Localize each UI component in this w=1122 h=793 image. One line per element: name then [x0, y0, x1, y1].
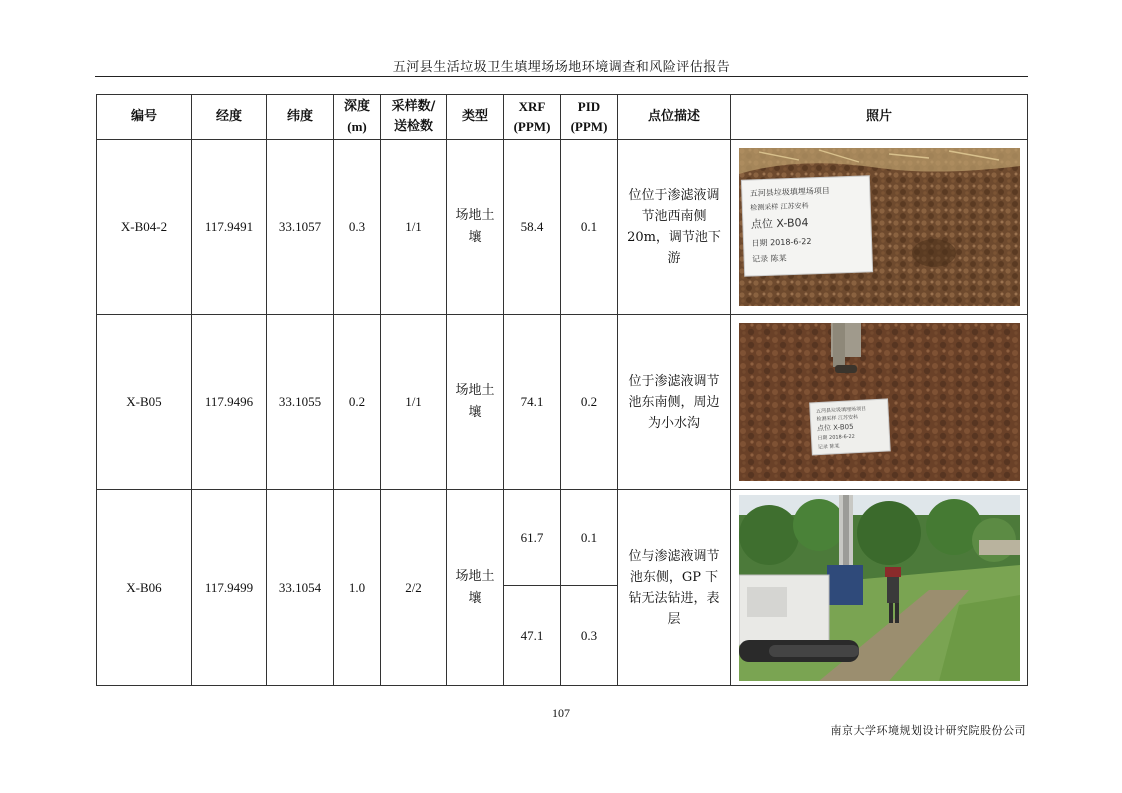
cell-depth: 0.2 — [334, 315, 381, 490]
cell-xrf: 58.4 — [504, 140, 561, 315]
cell-description — [618, 315, 731, 490]
cell-id: X-B05 — [97, 315, 192, 490]
board-text: 点位 X-B04 — [750, 215, 809, 231]
desc-line: 为小水沟 — [647, 415, 700, 431]
cell-photo — [731, 140, 1028, 315]
desc-line: 钻无法钻进，表 — [628, 590, 720, 606]
cell-type — [447, 490, 504, 686]
desc-line: 位位于渗滤液调 — [628, 188, 720, 203]
table-row — [97, 140, 1028, 315]
desc-line: 位于渗滤液调节 — [628, 373, 720, 389]
board-text: 记录 陈某 — [751, 253, 787, 264]
col-header-depth — [334, 95, 381, 140]
col-header-photo: 照片 — [731, 95, 1028, 140]
desc-line: 游 — [667, 251, 681, 266]
cell-type-l2: 壤 — [468, 590, 482, 606]
sample-board-photo — [739, 323, 1020, 481]
col-header-pid-label: PID — [577, 99, 601, 114]
cell-type-l1: 场地土 — [455, 568, 495, 584]
board-text: 日期 2018-6-22 — [816, 433, 855, 442]
col-header-id: 编号 — [97, 95, 192, 140]
cell-xrf: 61.7 — [504, 490, 561, 586]
cell-samples: 1/1 — [381, 140, 447, 315]
desc-line: 20m，调节池下 — [627, 230, 721, 245]
col-header-longitude: 经度 — [192, 95, 267, 140]
cell-xrf: 74.1 — [504, 315, 561, 490]
cell-pid: 0.1 — [561, 490, 618, 586]
cell-type-l1: 场地土 — [455, 383, 495, 398]
col-header-depth-label: 深度 — [343, 99, 370, 114]
cell-type-l1: 场地土 — [455, 208, 495, 223]
cell-xrf: 47.1 — [504, 586, 561, 686]
col-header-xrf-unit: (PPM) — [513, 119, 551, 134]
footer-organization: 南京大学环境规划设计研究院股份公司 — [830, 724, 1026, 737]
cell-pid: 0.2 — [561, 315, 618, 490]
cell-type-l2: 壤 — [468, 230, 482, 245]
board-text: 检测采样 江苏安科 — [815, 414, 858, 423]
drill-rig-photo — [739, 495, 1020, 681]
col-header-pid — [561, 95, 618, 140]
cell-photo — [731, 490, 1028, 686]
cell-latitude: 33.1054 — [267, 490, 334, 686]
header-divider — [95, 76, 1028, 77]
col-header-type: 类型 — [447, 95, 504, 140]
cell-latitude: 33.1057 — [267, 140, 334, 315]
cell-pid: 0.3 — [561, 586, 618, 686]
col-header-samples-l2: 送检数 — [393, 119, 433, 134]
board-text: 五河县垃圾填埋场项目 — [815, 406, 866, 415]
cell-longitude: 117.9499 — [192, 490, 267, 686]
col-header-samples-l1: 采样数/ — [391, 99, 436, 114]
board-text: 点位 X-B05 — [816, 422, 854, 433]
board-text: 五河县垃圾填埋场项目 — [749, 186, 830, 198]
table-header-row — [97, 95, 1028, 140]
sampling-table — [96, 94, 1028, 686]
cell-type — [447, 140, 504, 315]
cell-longitude: 117.9496 — [192, 315, 267, 490]
desc-line: 层 — [667, 611, 681, 627]
cell-depth: 0.3 — [334, 140, 381, 315]
col-header-pid-unit: (PPM) — [570, 119, 608, 134]
col-header-xrf — [504, 95, 561, 140]
col-header-xrf-label: XRF — [518, 99, 546, 114]
page-number: 107 — [552, 706, 570, 720]
desc-line: 位与渗滤液调节 — [628, 548, 720, 564]
desc-line: 池东南侧，周边 — [628, 394, 720, 410]
desc-line: 节池西南侧 — [641, 209, 707, 224]
cell-latitude: 33.1055 — [267, 315, 334, 490]
cell-photo — [731, 315, 1028, 490]
cell-type-l2: 壤 — [468, 405, 482, 420]
col-header-samples — [381, 95, 447, 140]
cell-samples: 1/1 — [381, 315, 447, 490]
desc-line: 池东侧，GP 下 — [629, 569, 719, 585]
cell-type — [447, 315, 504, 490]
board-text: 记录 陈某 — [817, 443, 840, 451]
cell-pid: 0.1 — [561, 140, 618, 315]
col-header-depth-unit: (m) — [347, 119, 367, 134]
table-row — [97, 315, 1028, 490]
cell-depth: 1.0 — [334, 490, 381, 686]
cell-longitude: 117.9491 — [192, 140, 267, 315]
board-text: 日期 2018-6-22 — [750, 236, 812, 248]
cell-id: X-B06 — [97, 490, 192, 686]
document-header-title: 五河县生活垃圾卫生填埋场场地环境调查和风险评估报告 — [392, 60, 731, 75]
col-header-description: 点位描述 — [618, 95, 731, 140]
table-row — [97, 490, 1028, 586]
cell-description — [618, 490, 731, 686]
cell-description — [618, 140, 731, 315]
cell-samples: 2/2 — [381, 490, 447, 686]
col-header-latitude: 纬度 — [267, 95, 334, 140]
sample-board-photo — [739, 148, 1020, 306]
board-text: 检测采样 江苏安科 — [749, 201, 809, 212]
cell-id: X-B04-2 — [97, 140, 192, 315]
